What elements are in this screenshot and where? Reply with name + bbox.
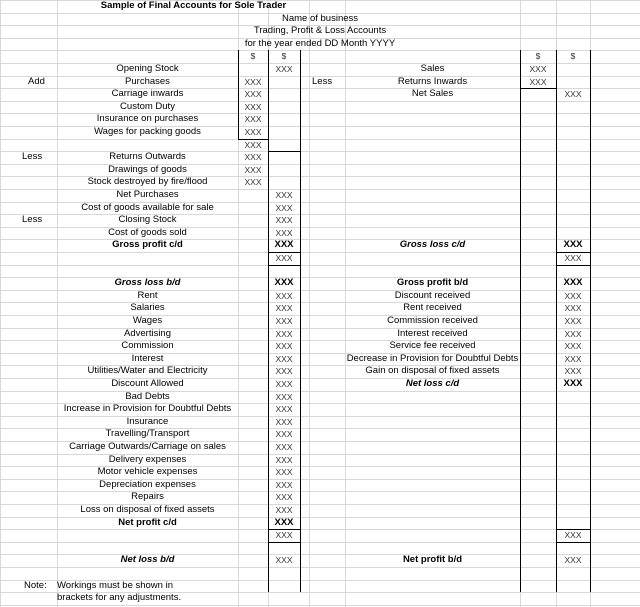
amount-placeholder: XXX [563,378,583,389]
amount-placeholder: XXX [564,89,582,100]
pl-debit-item: Net profit c/d [118,516,177,528]
amount-placeholder: XXX [564,253,582,263]
amount-placeholder: XXX [275,492,293,503]
pl-credit-item: Net loss c/d [405,378,460,389]
pl-debit-item: Travelling/Transport [105,428,190,440]
amount-placeholder: XXX [275,379,293,389]
currency-header: $ [570,51,576,62]
amount-placeholder: XXX [244,139,262,150]
amount-placeholder: XXX [275,290,293,301]
amount-placeholder: XXX [563,277,583,289]
amount-placeholder: XXX [275,467,293,478]
amount-placeholder: XXX [244,127,262,137]
trading-debit-item: Gross profit c/d [112,239,183,251]
pl-debit-item: Increase in Provision for Doubtful Debts [63,403,232,415]
amount-placeholder: XXX [563,239,583,251]
pl-debit-item: Motor vehicle expenses [97,466,198,478]
grid-row-line [0,265,640,266]
amount-placeholder: XXX [274,239,294,251]
amount-placeholder: XXX [275,303,293,314]
amount-placeholder: XXX [275,253,293,263]
statement-period: for the year ended DD Month YYYY [244,37,396,49]
column-border [300,50,301,592]
trading-debit-item: Custom Duty [120,100,175,112]
amount-placeholder: XXX [275,530,293,541]
column-border [520,50,521,592]
grid-row-line [0,252,640,253]
pl-debit-item: Rent [137,289,158,301]
currency-header: $ [535,51,541,62]
amount-placeholder: XXX [275,341,293,352]
amount-placeholder: XXX [275,64,293,74]
note-label: Note: [24,579,47,591]
grid-row-line [0,605,640,606]
amount-placeholder: XXX [275,328,293,339]
amount-placeholder: XXX [244,164,262,175]
amount-placeholder: XXX [275,555,293,566]
amount-placeholder: XXX [564,530,582,541]
amount-placeholder: XXX [244,114,262,125]
pl-credit-item: Net profit b/d [402,554,463,566]
amount-placeholder: XXX [275,391,293,402]
amount-placeholder: XXX [274,516,294,528]
amount-placeholder: XXX [275,429,293,440]
amount-placeholder: XXX [244,177,262,188]
trading-debit-item: Insurance on purchases [96,113,199,125]
pl-debit-item: Utilities/Water and Electricity [87,365,208,377]
pl-debit-item: Salaries [130,302,165,314]
amount-placeholder: XXX [529,76,547,87]
grid-row-line [0,567,640,568]
amount-placeholder: XXX [564,353,582,364]
amount-placeholder: XXX [275,505,293,515]
trading-credit-item: Returns Inwards [397,75,468,87]
pl-debit-item: Loss on disposal of fixed assets [80,504,215,515]
less-label: Less [312,75,333,87]
amount-placeholder: XXX [564,290,582,301]
amount-placeholder: XXX [564,366,582,377]
amount-placeholder: XXX [564,555,582,566]
total-rule [268,265,300,266]
less-label: Less [22,151,43,163]
subtotal-rule [520,88,556,89]
trading-debit-item: Purchases [125,75,170,87]
trading-debit-item: Returns Outwards [109,151,186,163]
pl-debit-item: Commission [121,340,174,352]
amount-placeholder: XXX [275,442,293,452]
amount-placeholder: XXX [244,76,262,87]
amount-placeholder: XXX [275,215,293,226]
less-label: Less [22,214,43,226]
pl-debit-item: Advertising [124,327,171,339]
amount-placeholder: XXX [564,341,582,352]
trading-debit-item: Drawings of goods [108,163,187,175]
trading-debit-item: Carriage inwards [111,88,184,100]
pl-debit-item: Net loss b/d [120,554,175,566]
pl-debit-item: Gross loss b/d [114,277,181,289]
pl-debit-item: Repairs [131,491,164,503]
amount-placeholder: XXX [275,316,293,326]
amount-placeholder: XXX [244,89,262,100]
sheet-title: Sample of Final Accounts for Sole Trader [100,0,287,11]
currency-header: $ [281,51,287,62]
pl-credit-item: Rent received [403,302,462,314]
statement-name: Trading, Profit & Loss Accounts [253,25,387,37]
grid-col-line [0,0,1,607]
note-line: Workings must be shown in [57,579,173,591]
trading-credit-item: Gross loss c/d [399,239,466,251]
trading-debit-item: Stock destroyed by fire/flood [87,176,208,188]
pl-credit-item: Discount received [394,289,471,301]
amount-placeholder: XXX [244,101,262,112]
pl-debit-item: Bad Debts [125,390,170,402]
pl-debit-item: Insurance [126,415,169,427]
pl-credit-item: Interest received [397,327,468,339]
grid-row-line [0,542,640,543]
trading-credit-item: Sales [420,63,445,74]
total-rule [556,265,590,266]
trading-debit-item: Wages for packing goods [94,126,201,137]
amount-placeholder: XXX [275,190,293,200]
pl-credit-item: Gross profit b/d [396,277,469,289]
amount-placeholder: XXX [275,454,293,465]
pl-credit-item: Commission received [387,315,478,326]
pl-debit-item: Delivery expenses [108,453,187,465]
total-rule [268,542,300,543]
pl-credit-item: Decrease in Provision for Doubtful Debts [346,352,519,364]
trading-debit-item: Cost of goods sold [108,226,187,238]
amount-placeholder: XXX [275,366,293,377]
grid-row-line [0,139,640,140]
amount-placeholder: XXX [275,202,293,213]
amount-placeholder: XXX [529,64,547,74]
pl-debit-item: Discount Allowed [111,378,184,389]
trading-credit-item: Net Sales [411,88,454,100]
trading-debit-item: Opening Stock [116,63,179,74]
amount-placeholder: XXX [275,404,293,415]
amount-placeholder: XXX [274,277,294,289]
trading-debit-item: Closing Stock [118,214,177,226]
currency-header: $ [250,51,256,62]
amount-placeholder: XXX [244,152,262,163]
amount-placeholder: XXX [275,479,293,490]
pl-credit-item: Service fee received [389,340,476,352]
amount-placeholder: XXX [275,227,293,238]
pl-debit-item: Wages [132,315,163,326]
amount-placeholder: XXX [275,353,293,364]
pl-debit-item: Carriage Outwards/Carriage on sales [69,441,226,452]
business-name: Name of business [281,12,359,24]
total-rule [556,542,590,543]
add-label: Add [28,75,45,87]
trading-debit-item: Cost of goods available for sale [81,201,214,213]
column-border [590,50,591,592]
grid-row-line [0,529,640,530]
pl-credit-item: Gain on disposal of fixed assets [365,365,500,377]
note-line: brackets for any adjustments. [57,592,182,604]
pl-debit-item: Interest [131,352,164,364]
grid-col-line [309,0,310,607]
amount-placeholder: XXX [275,416,293,427]
subtotal-rule [268,151,300,152]
amount-placeholder: XXX [564,328,582,339]
pl-debit-item: Depreciation expenses [99,478,196,490]
trading-debit-item: Net Purchases [116,189,179,200]
amount-placeholder: XXX [564,303,582,314]
amount-placeholder: XXX [564,316,582,326]
